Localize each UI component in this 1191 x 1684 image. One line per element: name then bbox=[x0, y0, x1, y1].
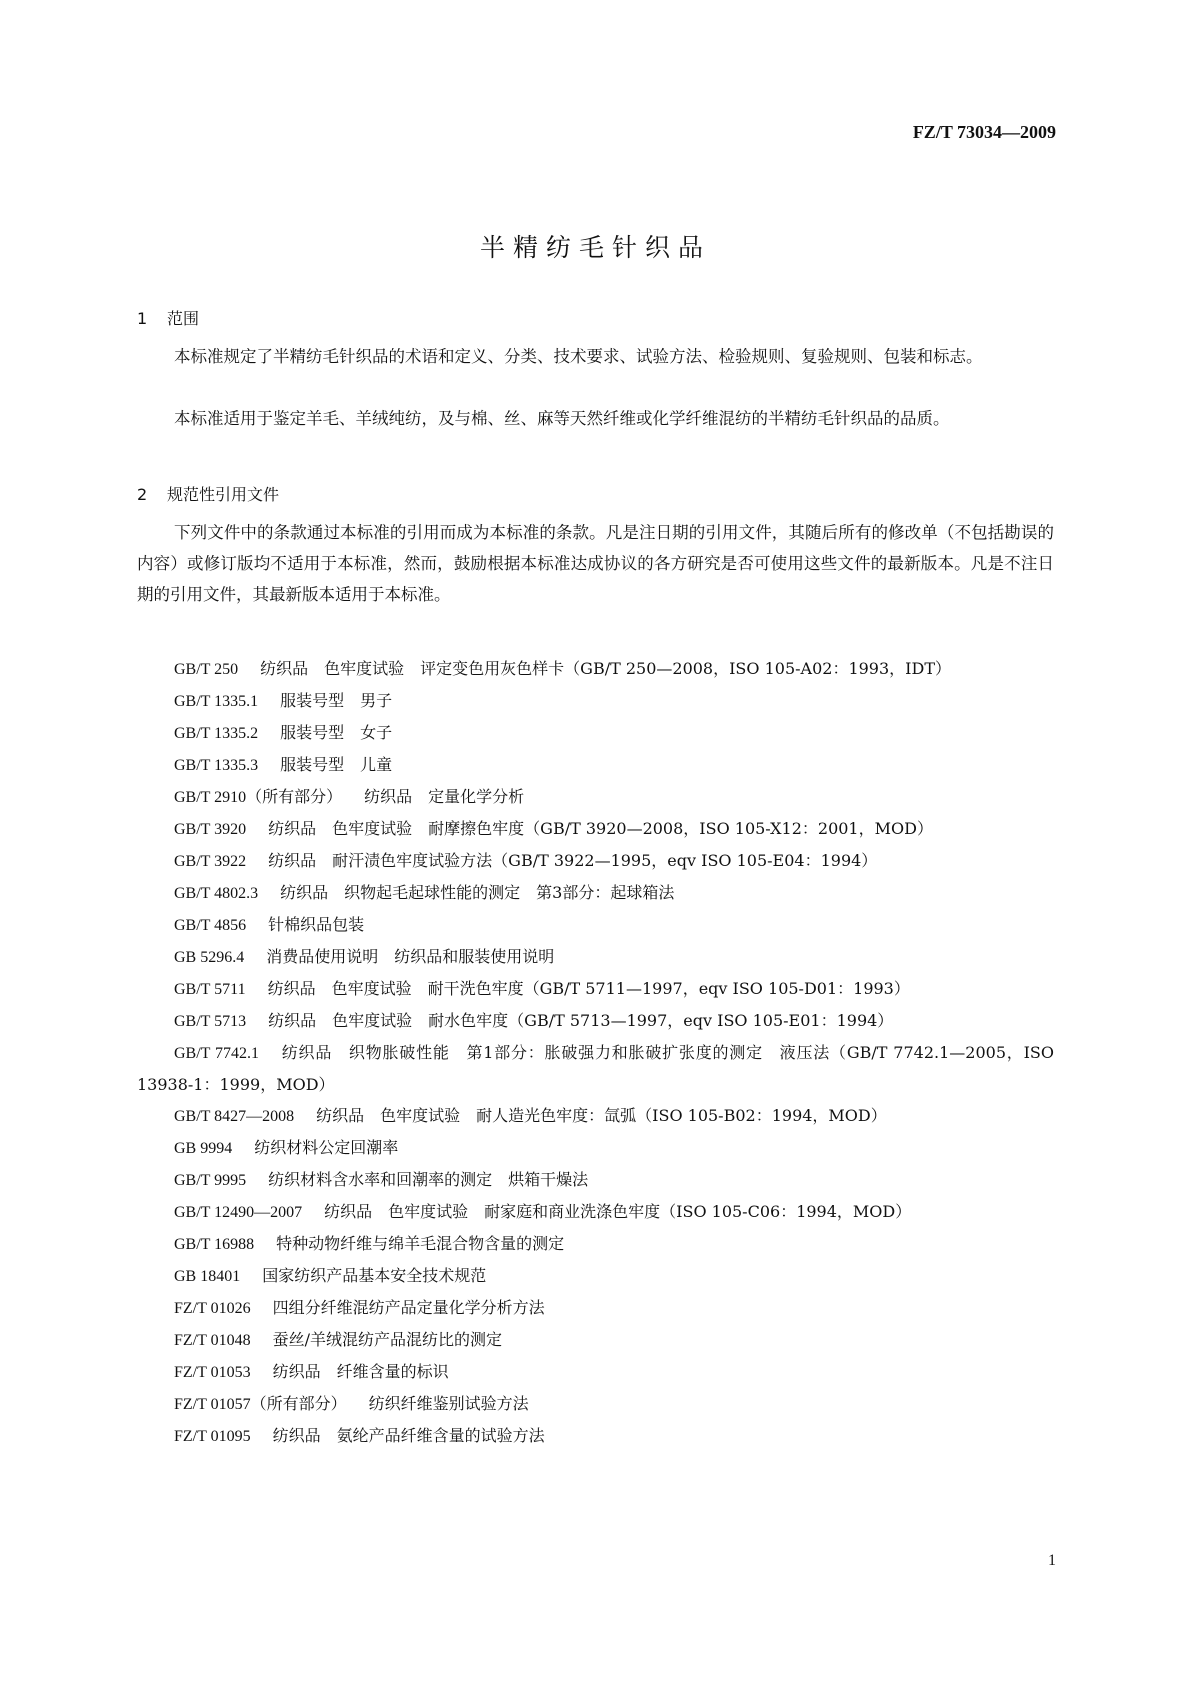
reference-item bbox=[137, 685, 1054, 717]
reference-item bbox=[137, 1164, 1054, 1196]
reference-code: GB/T 3922 bbox=[174, 853, 247, 870]
reference-title: 纺织纤维鉴别试验方法 bbox=[368, 1394, 529, 1413]
reference-title: 纺织品 色牢度试验 评定变色用灰色样卡（GB/T 250—2008，ISO 105-A02：1993，IDT） bbox=[260, 659, 951, 678]
reference-code: FZ/T 01057（所有部分） bbox=[174, 1396, 347, 1413]
reference-code: GB/T 3920 bbox=[174, 821, 247, 838]
reference-title: 纺织品 耐汗渍色牢度试验方法（GB/T 3922—1995，eqv ISO 105-E04：1994） bbox=[268, 851, 878, 870]
reference-code: GB/T 7742.1 bbox=[174, 1045, 259, 1062]
reference-title: 纺织品 氨纶产品纤维含量的试验方法 bbox=[272, 1426, 545, 1445]
reference-code: GB/T 1335.3 bbox=[174, 757, 259, 774]
scope-paragraph: 本标准适用于鉴定羊毛、羊绒纯纺，及与棉、丝、麻等天然纤维或化学纤维混纺的半精纺毛针织品的品质。 bbox=[174, 409, 950, 428]
reference-code: GB/T 1335.2 bbox=[174, 725, 259, 742]
reference-title: 服装号型 儿童 bbox=[280, 755, 393, 774]
reference-title: 纺织品 纤维含量的标识 bbox=[272, 1362, 449, 1381]
reference-title: 纺织材料含水率和回潮率的测定 烘箱干燥法 bbox=[268, 1170, 589, 1189]
reference-item bbox=[137, 1100, 1054, 1132]
reference-title: 纺织品 色牢度试验 耐家庭和商业洗涤色牢度（ISO 105-C06：1994，MOD） bbox=[324, 1202, 912, 1221]
reference-item bbox=[137, 973, 1054, 1005]
section-title: 范围 bbox=[167, 309, 200, 328]
reference-code: GB 5296.4 bbox=[174, 949, 245, 966]
standard-code: FZ/T 73034—2009 bbox=[912, 122, 1056, 142]
reference-item bbox=[137, 909, 1054, 941]
reference-title: 纺织品 色牢度试验 耐水色牢度（GB/T 5713—1997，eqv ISO 105-E01：1994） bbox=[268, 1011, 894, 1030]
reference-title: 消费品使用说明 纺织品和服装使用说明 bbox=[266, 947, 555, 966]
reference-item bbox=[137, 1228, 1054, 1260]
reference-item bbox=[137, 1260, 1054, 1292]
reference-code: GB/T 1335.1 bbox=[174, 693, 259, 710]
reference-item bbox=[137, 1388, 1054, 1420]
reference-code: FZ/T 01053 bbox=[174, 1364, 251, 1381]
reference-item bbox=[137, 941, 1054, 973]
page-number: 1 bbox=[1048, 1552, 1056, 1569]
reference-title: 国家纺织产品基本安全技术规范 bbox=[262, 1266, 487, 1285]
section-number: 2 bbox=[137, 485, 148, 504]
reference-item bbox=[137, 1292, 1054, 1324]
reference-code: GB/T 9995 bbox=[174, 1172, 247, 1189]
reference-item bbox=[137, 1420, 1054, 1452]
reference-item bbox=[137, 813, 1054, 845]
reference-title: 纺织材料公定回潮率 bbox=[254, 1138, 399, 1157]
reference-item bbox=[137, 717, 1054, 749]
section-title: 规范性引用文件 bbox=[167, 485, 280, 504]
reference-item bbox=[137, 1037, 1054, 1100]
reference-code: GB/T 2910（所有部分） bbox=[174, 789, 343, 806]
reference-title: 纺织品 织物起毛起球性能的测定 第3部分：起球箱法 bbox=[280, 883, 675, 902]
reference-code: GB/T 4856 bbox=[174, 917, 247, 934]
reference-title: 特种动物纤维与绵羊毛混合物含量的测定 bbox=[276, 1234, 565, 1253]
reference-title: 纺织品 色牢度试验 耐摩擦色牢度（GB/T 3920—2008，ISO 105-X12：2001，MOD） bbox=[268, 819, 933, 838]
reference-title: 服装号型 男子 bbox=[280, 691, 393, 710]
reference-code: FZ/T 01048 bbox=[174, 1332, 251, 1349]
reference-item bbox=[137, 1196, 1054, 1228]
reference-code: GB/T 250 bbox=[174, 661, 239, 678]
references-intro-paragraph: 下列文件中的条款通过本标准的引用而成为本标准的条款。凡是注日期的引用文件，其随后所有的修改单（不包括勘误的内容）或修订版均不适用于本标准，然而，鼓励根据本标准达成协议的各方研究是否可使用这些文件的最新版本。凡是不注日期的引用文件，其最新版本适用于本标准。 bbox=[137, 523, 1054, 604]
reference-code: GB/T 8427—2008 bbox=[174, 1108, 295, 1125]
reference-item bbox=[137, 1356, 1054, 1388]
section-number: 1 bbox=[137, 309, 148, 328]
reference-title: 纺织品 定量化学分析 bbox=[364, 787, 525, 806]
reference-title: 蚕丝/羊绒混纺产品混纺比的测定 bbox=[272, 1330, 503, 1349]
reference-item bbox=[137, 653, 1054, 685]
reference-title: 四组分纤维混纺产品定量化学分析方法 bbox=[272, 1298, 545, 1317]
reference-title: 服装号型 女子 bbox=[280, 723, 393, 742]
reference-code: FZ/T 01095 bbox=[174, 1428, 251, 1445]
reference-title: 纺织品 色牢度试验 耐干洗色牢度（GB/T 5711—1997，eqv ISO 105-D01：1993） bbox=[267, 979, 910, 998]
reference-title: 纺织品 织物胀破性能 第1部分：胀破强力和胀破扩张度的测定 液压法（GB/T 7742.1—2005，ISO 13938-1：1999，MOD） bbox=[137, 1043, 1054, 1094]
reference-list bbox=[137, 653, 1054, 1452]
reference-item bbox=[137, 749, 1054, 781]
reference-code: GB 18401 bbox=[174, 1268, 241, 1285]
reference-item bbox=[137, 781, 1054, 813]
reference-code: GB/T 5711 bbox=[174, 981, 246, 998]
reference-code: GB/T 12490—2007 bbox=[174, 1204, 303, 1221]
scope-paragraph: 本标准规定了半精纺毛针织品的术语和定义、分类、技术要求、试验方法、检验规则、复验规则、包装和标志。 bbox=[174, 347, 983, 366]
reference-item bbox=[137, 1132, 1054, 1164]
reference-item bbox=[137, 877, 1054, 909]
reference-item bbox=[137, 1324, 1054, 1356]
reference-title: 针棉织品包装 bbox=[268, 915, 365, 934]
section-heading-scope bbox=[137, 306, 199, 329]
reference-code: GB/T 5713 bbox=[174, 1013, 247, 1030]
section-heading-normative-references bbox=[137, 482, 279, 505]
reference-code: GB/T 16988 bbox=[174, 1236, 255, 1253]
reference-code: GB 9994 bbox=[174, 1140, 233, 1157]
reference-item bbox=[137, 845, 1054, 877]
document-title: 半精纺毛针织品 bbox=[479, 233, 711, 262]
reference-code: GB/T 4802.3 bbox=[174, 885, 259, 902]
reference-item bbox=[137, 1005, 1054, 1037]
reference-code: FZ/T 01026 bbox=[174, 1300, 251, 1317]
reference-title: 纺织品 色牢度试验 耐人造光色牢度：氙弧（ISO 105-B02：1994，MOD） bbox=[316, 1106, 887, 1125]
